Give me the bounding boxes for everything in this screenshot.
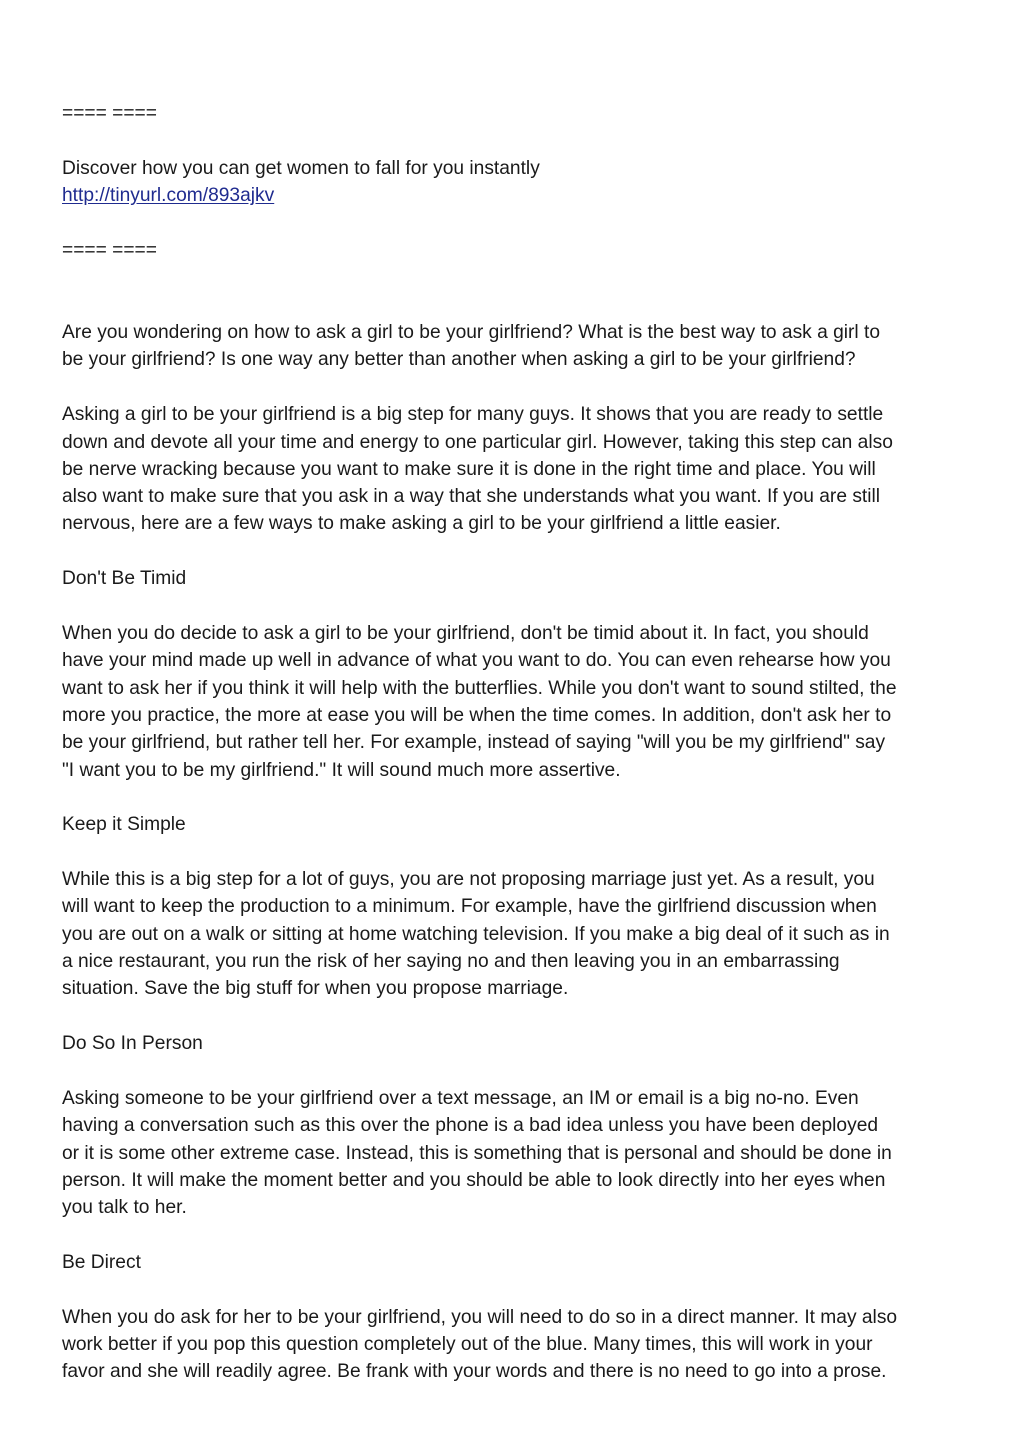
intro-paragraph: [62, 319, 972, 374]
separator-bottom: ==== ====: [62, 239, 157, 261]
body-line: When you do ask for her to be your girlfriend, you will need to do so in a direct manner. It may also: [62, 1306, 898, 1328]
body-line: favor and she will readily agree. Be frank with your words and there is no need to go into a prose.: [62, 1361, 887, 1383]
section-paragraph-keep-it-simple: [62, 866, 972, 1002]
overview-paragraph: [62, 401, 972, 537]
section-heading-be-direct: Be Direct: [62, 1251, 141, 1273]
section-paragraph-do-so-in-person: [62, 1085, 972, 1221]
promo-link[interactable]: http://tinyurl.com/893ajkv: [62, 185, 275, 207]
body-line: When you do decide to ask a girl to be your girlfriend, don't be timid about it. In fact, you should: [62, 623, 869, 645]
body-line: be your girlfriend, but rather tell her. For example, instead of saying "will you be my girlfriend" say: [62, 732, 886, 754]
overview-line: be nerve wracking because you want to make sure it is done in the right time and place. You will: [62, 458, 876, 480]
body-line: have your mind made up well in advance of what you want to do. You can even rehearse how you: [62, 650, 891, 672]
overview-line: Asking a girl to be your girlfriend is a big step for many guys. It shows that you are ready to settle: [62, 404, 884, 426]
body-line: Asking someone to be your girlfriend over a text message, an IM or email is a big no-no. Even: [62, 1087, 859, 1109]
body-line: more you practice, the more at ease you will be when the time comes. In addition, don't ask her to: [62, 704, 892, 726]
overview-line: down and devote all your time and energy to one particular girl. However, taking this step can also: [62, 431, 893, 453]
intro-line: be your girlfriend? Is one way any better than another when asking a girl to be your girlfriend?: [62, 349, 856, 371]
section-heading-keep-it-simple: Keep it Simple: [62, 814, 186, 836]
promo-text: Discover how you can get women to fall for you instantly: [62, 157, 540, 179]
body-line: will want to keep the production to a minimum. For example, have the girlfriend discussion when: [62, 896, 877, 918]
body-line: want to ask her if you think it will help with the butterflies. While you don't want to sound stilted, the: [62, 677, 897, 699]
section-paragraph-dont-be-timid: [62, 620, 972, 784]
separator-top: ==== ====: [62, 103, 157, 124]
section-paragraph-be-direct: [62, 1304, 972, 1386]
section-heading-dont-be-timid: Don't Be Timid: [62, 568, 187, 590]
body-line: you talk to her.: [62, 1197, 187, 1219]
body-line: "I want you to be my girlfriend." It will sound much more assertive.: [62, 759, 621, 781]
body-line: While this is a big step for a lot of guys, you are not proposing marriage just yet. As a result, you: [62, 869, 875, 891]
body-line: or it is some other extreme case. Instead, this is something that is personal and should be done in: [62, 1142, 892, 1164]
body-line: work better if you pop this question completely out of the blue. Many times, this will work in your: [62, 1334, 873, 1355]
document-body: [62, 100, 972, 1413]
body-line: situation. Save the big stuff for when you propose marriage.: [62, 978, 569, 1000]
section-heading-do-so-in-person: Do So In Person: [62, 1033, 203, 1055]
body-line: you are out on a walk or sitting at home watching television. If you make a big deal of it such as in: [62, 923, 890, 945]
body-line: a nice restaurant, you run the risk of her saying no and then leaving you in an embarrassing: [62, 951, 840, 973]
overview-line: nervous, here are a few ways to make asking a girl to be your girlfriend a little easier.: [62, 513, 781, 535]
body-line: having a conversation such as this over the phone is a bad idea unless you have been deployed: [62, 1115, 879, 1137]
intro-line: Are you wondering on how to ask a girl to be your girlfriend? What is the best way to ask a girl to: [62, 322, 881, 344]
overview-line: also want to make sure that you ask in a way that she understands what you want. If you are still: [62, 486, 881, 508]
body-line: person. It will make the moment better and you should be able to look directly into her eyes when: [62, 1169, 886, 1191]
